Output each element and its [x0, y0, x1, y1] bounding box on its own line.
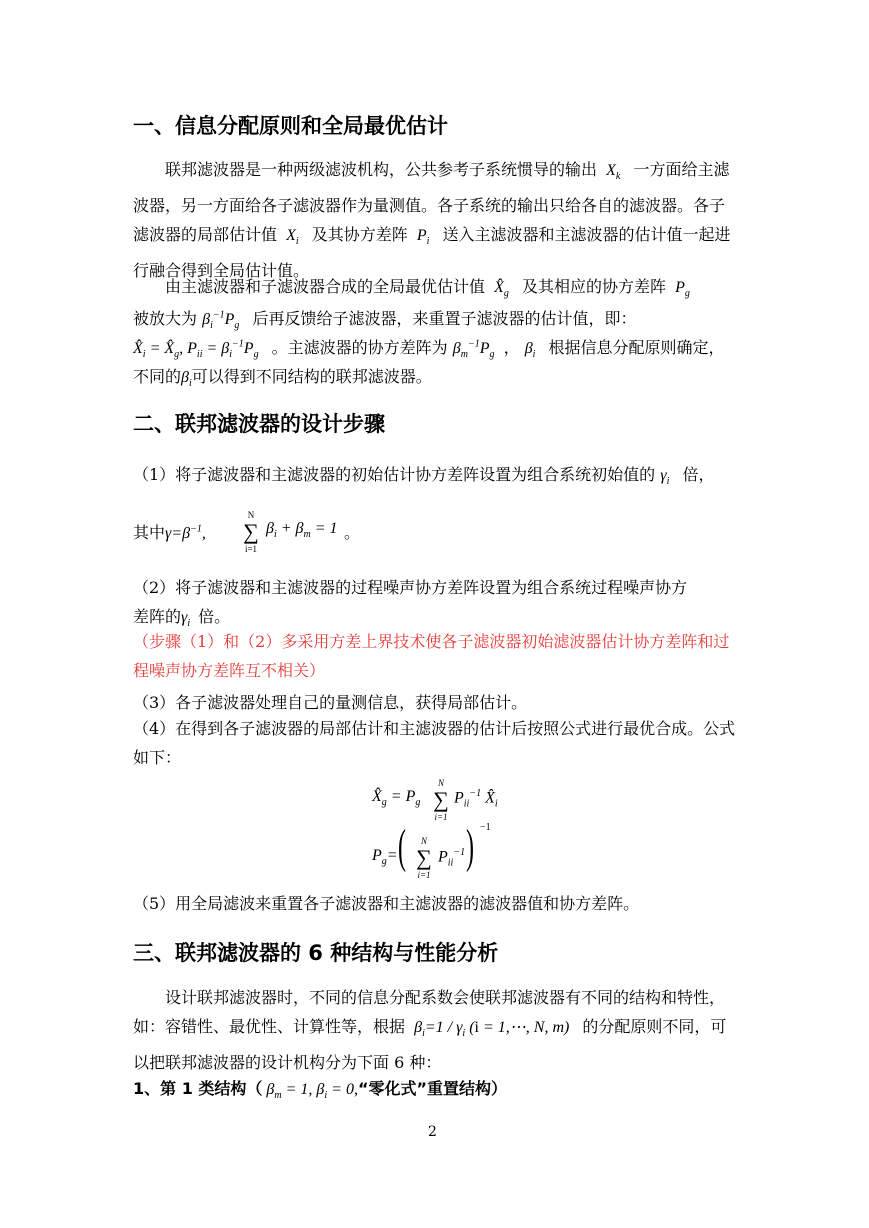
s1-p1-text-b: 一方面给主滤波器，另一方面给各子滤波器作为量测值。各子系统的输出只给各自的滤波器。各子滤波器的局部估计值 [133, 160, 730, 245]
s3-p1-text-b: 的分配原则不同，可以把联邦滤波器的设计机构分为下面 6 种： [133, 1017, 727, 1073]
s1-paragraph-2 [133, 272, 739, 308]
formula-sum-1: N ∑ i=1 [433, 778, 449, 822]
formula-reset: $X̂_i$ = $X̂_g$, $P_{ii} = \beta_i^{-1}P_g$ [133, 338, 259, 361]
step-2-text-c: 倍。 [198, 607, 231, 626]
formula-paren-left: ( [398, 820, 406, 873]
formula-xi: $X_i$ [282, 227, 299, 248]
section-2-title: 二、联邦滤波器的设计步骤 [133, 412, 385, 436]
step-2-line-1: （2）将子滤波器和主滤波器的过程噪声协方差阵设置为组合系统过程噪声协方 [133, 578, 688, 597]
formula-xg-hat: $X̂_g$ [490, 279, 509, 300]
subsection-1-title [133, 1076, 507, 1101]
step-2-line-2 [133, 604, 230, 629]
step-1-text-a: （1）将子滤波器和主滤波器的初始估计协方差阵设置为组合系统初始值的 [133, 465, 656, 484]
s1-p2-line-4 [133, 364, 432, 389]
formula-beta-alloc: $\beta_i=1 / \gamma_i$ (i = 1,⋯, N, m) [410, 1019, 578, 1040]
step-5: （5）用全局滤波来重置各子滤波器和主滤波器的滤波器值和协方差阵。 [133, 894, 640, 913]
s1-p2-text-d: 后再反馈给子滤波器，来重置子滤波器的估计值，即： [252, 309, 637, 328]
s1-p2-text-b: 及其相应的协方差阵 [521, 277, 666, 296]
s1-p2-text-f: ， [503, 338, 520, 357]
note-red: （步骤（1）和（2）多采用方差上界技术使各子滤波器初始滤波器估计协方差阵和过程噪声协方差阵互不相关） [133, 632, 730, 680]
formula-sum-rhs: $\beta_i + \beta_m = 1$ [266, 520, 350, 541]
formula-pi: $P_i$ [412, 227, 430, 248]
step-4: （4）在得到各子滤波器的局部估计和主滤波器的估计后按照公式进行最优合成。公式如下： [133, 719, 736, 767]
s3-p1-text-a: 设计联邦滤波器时，不同的信息分配系数会使联邦滤波器有不同的结构和特性，如：容错性、最优性、计算性等，根据 [133, 988, 726, 1036]
page-number: 2 [428, 1124, 437, 1140]
subsection-1-text-a: 1、第 1 类结构（ [133, 1079, 263, 1098]
step-1-line-1 [133, 462, 714, 487]
step-1-text-d: 。 [344, 523, 361, 542]
s1-p1-text-d: 送入主滤波器和主滤波器的估计值一起进行融合得到全局估计值。 [133, 225, 731, 281]
formula-gamma-i-2: $\gamma_i$ [181, 609, 191, 630]
formula-paren-right: ) [466, 820, 474, 873]
formula-structure-1: $\beta_m = 1$, $\beta_i = 0$, [262, 1081, 358, 1102]
formula-beta-i: $\beta_i$ [524, 340, 536, 361]
formula-pg: $P_g$ [671, 279, 690, 300]
formula-xg-rhs: $P_{ii}^{-1}$ $X̂_i$ [454, 788, 498, 810]
formula-pg-lhs: $P_g=$ [372, 847, 398, 868]
formula-pg-rhs: $P_{ii}^{-1}$ [438, 847, 466, 869]
formula-xk: $X_k$ [602, 162, 621, 183]
formula-beta-i-2: $\beta_i$ [181, 369, 192, 390]
s1-p2-text-a: 由主滤波器和子滤波器合成的全局最优估计值 [165, 277, 486, 296]
formula-gamma-i: $\gamma_i$ [660, 467, 670, 488]
formula-beta-m-pg: $\beta_m^{-1}P_g$ [452, 338, 495, 361]
section-3-title: 三、联邦滤波器的 6 种结构与性能分析 [133, 941, 499, 965]
s1-p2-text-e: 。主滤波器的协方差阵为 [271, 338, 448, 357]
formula-xg-lhs: $X̂_g = P_g$ [372, 788, 421, 809]
s3-paragraph-1 [133, 983, 739, 1077]
step-3: （3）各子滤波器处理自己的量测信息，获得局部估计。 [133, 693, 528, 712]
step-1-text-c: 其中 [133, 523, 166, 542]
formula-sum-2: N ∑ i=1 [416, 836, 432, 880]
formula-beta-inv-pg: $\beta_i^{-1}P_g$ [202, 309, 240, 332]
formula-pg-exp: −1 [480, 822, 491, 833]
step-2-text-b: 差阵的 [133, 607, 182, 626]
s1-p2-line-3 [133, 335, 725, 360]
s1-p2-text-i: 可以得到不同结构的联邦滤波器。 [191, 367, 432, 386]
s1-p2-text-g: 根据信息分配原则确定， [548, 338, 725, 357]
subsection-1-text-b: “零化式”重置结构） [357, 1079, 508, 1098]
step-1-text-b: 倍， [682, 465, 715, 484]
s1-p2-text-h: 不同的 [133, 367, 182, 386]
section-1-title: 一、信息分配原则和全局最优估计 [133, 114, 448, 138]
formula-gamma-def: $\gamma=\beta^{-1}$, [165, 523, 226, 542]
step-1-line-2 [133, 520, 226, 543]
s1-p2-line-2 [133, 306, 637, 331]
s1-p2-text-c: 被放大为 [133, 309, 198, 328]
formula-sum-beta: N ∑ i=1 [243, 510, 259, 554]
s1-paragraph-1 [133, 155, 739, 285]
s1-p1-text-c: 及其协方差阵 [311, 225, 408, 245]
s1-p1-text-a: 联邦滤波器是一种两级滤波机构，公共参考子系统惯导的输出 [165, 160, 598, 179]
